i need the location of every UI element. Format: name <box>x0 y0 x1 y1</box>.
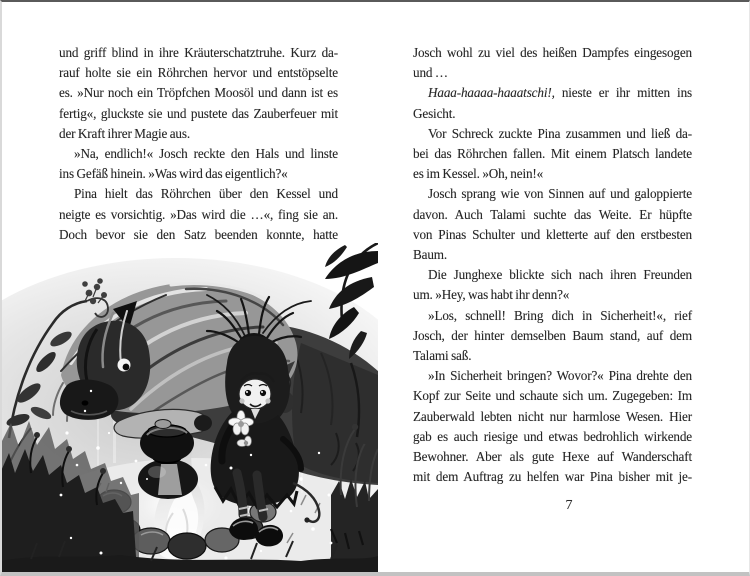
text-line: Josch, der hinter demselben Baum stand, auf dem <box>413 327 692 343</box>
text-line: »Los, schnell! Bring dich in Sicherheit!«, rief <box>428 307 692 323</box>
text-line: Die Junghexe blickte sich nach ihren Freunden <box>428 267 692 283</box>
text-line: Vor Schreck zuckte Pina zusammen und ließ da- <box>428 125 692 141</box>
story-illustration <box>1 243 378 572</box>
text-line: es. »Nur noch ein Tröpfchen Moosöl und dann ist es <box>59 85 338 101</box>
text-line: gab es auch riesige und etwas bedrohlich wirkende <box>413 428 692 444</box>
text-line: »Na, endlich!« Josch reckte den Hals und linste <box>74 146 338 162</box>
text-line: Talami saß. <box>413 348 472 364</box>
text-line: Kopf zur Seite und schaute sich um. Zugegeben: Im <box>413 388 692 404</box>
text-line: bei das Röhrchen fallen. Mit einem Platsch landete <box>413 146 692 162</box>
text-line: ins Gefäß hinein. »Was wird das eigentlich?« <box>59 166 288 182</box>
text-line: es im Kessel. »Oh, nein!« <box>413 166 544 182</box>
text-line: Baum. <box>413 247 448 263</box>
text-line: von Pinas Schulter und kletterte auf den erstbesten <box>413 226 692 242</box>
text-line: Josch wohl zu viel des heißen Dampfes eingesogen <box>413 45 692 60</box>
text-line: Haaa-haaaa-haaatschi!, nieste er ihr mitten ins <box>428 85 692 101</box>
text-line: der Kraft ihrer Magie aus. <box>59 125 191 141</box>
text-line: Zauberwald lebten nicht nur harmlose Wesen. Hier <box>413 408 692 424</box>
text-line: davon. Auch Talami suchte das Weite. Er hüpfte <box>413 206 692 222</box>
text-line: Pina hielt das Röhrchen über den Kessel und <box>74 186 338 202</box>
text-line: Doch bevor sie den Satz beenden konnte, hatte <box>59 226 338 242</box>
text-line: und griff blind in ihre Kräuterschatztruhe. Kurz da- <box>59 45 338 60</box>
text-line: fertig«, gluckste sie und pustete das Zauberfeuer mit <box>59 105 338 121</box>
text-line: »In Sicherheit bringen? Wovor?« Pina drehte den <box>428 368 692 384</box>
text-line: neigte es vorsichtig. »Das wird die …«, fing sie an. <box>59 206 338 222</box>
text-line: rauf holte sie ein Röhrchen hervor und entstöpselte <box>59 65 338 81</box>
left-page-text <box>59 43 338 245</box>
campfire-scene-drawing <box>1 243 378 572</box>
right-page-text <box>413 43 692 487</box>
text-line: Gesicht. <box>413 105 456 121</box>
page-number: 7 <box>565 498 573 513</box>
text-line: mit dem Auftrag zu helfen war Pina bisher mit je- <box>413 469 692 485</box>
text-line: Josch sprang wie von Sinnen auf und galoppierte <box>428 186 692 202</box>
text-line: um. »Hey, was habt ihr denn?« <box>413 287 570 303</box>
text-line: und … <box>413 65 448 81</box>
text-line: Bewohner. Aber als gute Hexe auf Wanderschaft <box>413 449 692 465</box>
